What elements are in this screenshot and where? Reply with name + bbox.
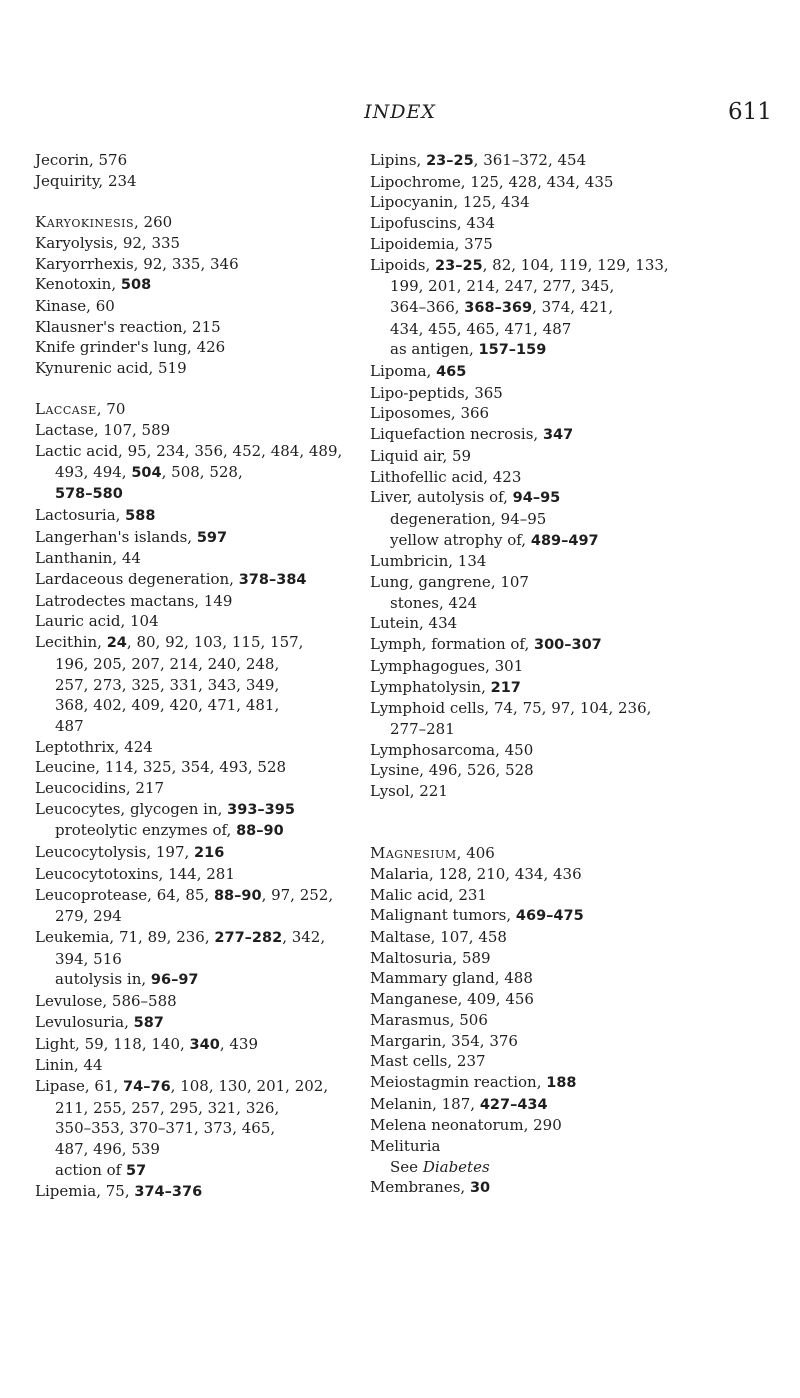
- entry-text: Lymphatolysin,: [370, 677, 491, 696]
- page-ref-bold: 588: [125, 507, 156, 524]
- index-entry: [35, 864, 365, 885]
- entry-text: 493, 494,: [55, 462, 132, 481]
- entry-text: Latrodectes mactans, 149: [35, 591, 233, 610]
- index-entry: [370, 1177, 770, 1199]
- index-entry: [35, 927, 365, 949]
- index-entry: [370, 467, 770, 488]
- index-entry: [35, 632, 365, 654]
- entry-text: Mast cells, 237: [370, 1052, 486, 1071]
- page-ref-bold: 188: [546, 1074, 577, 1091]
- entry-text: Liquid air, 59: [370, 446, 472, 465]
- index-entry: [35, 591, 365, 612]
- index-entry: [370, 1072, 770, 1094]
- page-ref-bold: 24: [106, 635, 127, 652]
- page-ref-bold: 427–434: [479, 1096, 548, 1113]
- index-entry: [35, 569, 365, 591]
- index-entry: [370, 864, 770, 885]
- entry-text: Manganese, 409, 456: [370, 990, 534, 1009]
- entry-text: , 439: [219, 1034, 258, 1053]
- index-subentry: [370, 593, 770, 614]
- entry-text: Maltosuria, 589: [370, 948, 491, 967]
- entry-text: as antigen,: [390, 340, 479, 359]
- index-entry: [370, 403, 770, 424]
- index-entry: [370, 446, 770, 467]
- entry-text: Leptothrix, 424: [35, 737, 153, 756]
- entry-text: Lactosuria,: [35, 505, 126, 524]
- index-entry: [370, 150, 770, 172]
- index-entry: [35, 611, 365, 632]
- entry-text: , 80, 92, 103, 115, 157,: [126, 633, 304, 652]
- index-entry: [35, 441, 365, 462]
- entry-text: , 108, 130, 201, 202,: [170, 1076, 329, 1095]
- index-entry: [370, 989, 770, 1010]
- index-entry: [370, 843, 770, 864]
- page-ref-bold: 340: [189, 1036, 220, 1053]
- entry-text: Light, 59, 118, 140,: [35, 1034, 190, 1053]
- entry-text: Melituria: [370, 1137, 441, 1156]
- entry-text: Klausner's reaction, 215: [35, 317, 221, 336]
- entry-text: 434, 455, 465, 471, 487: [390, 319, 572, 338]
- index-entry: [35, 420, 365, 441]
- index-subentry: [35, 716, 365, 737]
- entry-text: , 70: [96, 400, 126, 419]
- entry-text: Lysine, 496, 526, 528: [370, 761, 534, 780]
- entry-text: Malaria, 128, 210, 434, 436: [370, 864, 582, 883]
- index-entry: [370, 551, 770, 572]
- entry-text: , 361–372, 454: [473, 151, 587, 169]
- page-ref-bold: 23–25: [426, 153, 474, 169]
- index-entry: [370, 572, 770, 593]
- entry-heading-smallcaps: Magnesium: [370, 844, 457, 863]
- index-subentry: [35, 1139, 365, 1160]
- index-entry: [370, 487, 770, 509]
- index-subentry: [35, 969, 365, 991]
- entry-text: , 82, 104, 119, 129, 133,: [482, 255, 669, 274]
- entry-text: 196, 205, 207, 214, 240, 248,: [55, 654, 280, 673]
- entry-text: Lanthanin, 44: [35, 549, 141, 568]
- entry-text: Lactic acid, 95, 234, 356, 452, 484, 489,: [35, 441, 343, 460]
- index-subentry: [35, 654, 365, 675]
- entry-text: Karyorrhexis, 92, 335, 346: [35, 254, 239, 273]
- page-ref-bold: 368–369: [464, 299, 533, 316]
- index-entry: [370, 634, 770, 656]
- index-column-left: [35, 150, 365, 1203]
- index-subentry: [370, 719, 770, 740]
- entry-text: , 374, 421,: [532, 297, 614, 316]
- entry-text: Langerhan's islands,: [35, 527, 197, 546]
- index-entry: [370, 905, 770, 927]
- index-entry: [35, 296, 365, 317]
- entry-text: , 508, 528,: [161, 462, 243, 481]
- index-subentry: [35, 675, 365, 696]
- page-ref-bold: 347: [542, 427, 574, 444]
- entry-text: Linin, 44: [35, 1056, 103, 1075]
- entry-text: Lutein, 434: [370, 614, 458, 633]
- index-entry: [370, 948, 770, 969]
- index-entry: [35, 317, 365, 338]
- index-subentry: [35, 949, 365, 970]
- entry-text: Levulose, 586–588: [35, 992, 177, 1011]
- entry-text: Lipo-peptids, 365: [370, 383, 503, 402]
- entry-text: , 97, 252,: [261, 885, 334, 904]
- entry-text: Lipofuscins, 434: [370, 214, 496, 233]
- index-entry: [35, 1012, 365, 1034]
- entry-text: Levulosuria,: [35, 1012, 134, 1031]
- page-ref-bold: 465: [436, 364, 467, 381]
- page-ref-bold: 393–395: [227, 801, 295, 818]
- entry-text: Margarin, 354, 376: [370, 1031, 518, 1050]
- entry-text: Lipocyanin, 125, 434: [370, 193, 530, 212]
- entry-text: Leukemia, 71, 89, 236,: [35, 927, 215, 946]
- entry-text: See: [390, 1157, 423, 1176]
- index-entry: [370, 192, 770, 213]
- index-entry: [35, 991, 365, 1012]
- entry-text: Kynurenic acid, 519: [35, 359, 187, 378]
- index-subentry: [35, 695, 365, 716]
- entry-text: 368, 402, 409, 420, 471, 481,: [55, 696, 280, 715]
- page-ref-bold: 94–95: [512, 490, 561, 507]
- entry-text: action of: [55, 1160, 126, 1179]
- entry-text: Lithofellic acid, 423: [370, 467, 522, 486]
- index-entry: [35, 1034, 365, 1056]
- entry-text: proteolytic enzymes of,: [55, 821, 237, 840]
- page-ref-bold: 508: [120, 277, 152, 294]
- index-entry: [35, 799, 365, 821]
- page-ref-bold: 216: [194, 845, 225, 862]
- entry-text: Marasmus, 506: [370, 1010, 488, 1029]
- index-entry: [370, 1031, 770, 1052]
- index-entry: [35, 150, 365, 171]
- entry-text: Lauric acid, 104: [35, 612, 159, 631]
- page-ref-bold: 374–376: [134, 1184, 203, 1201]
- entry-text: Maltase, 107, 458: [370, 928, 507, 946]
- entry-text: Lactase, 107, 589: [35, 421, 171, 440]
- index-entry: [35, 1181, 365, 1203]
- index-entry: [370, 613, 770, 634]
- entry-text: Lipemia, 75,: [35, 1182, 135, 1201]
- index-subentry: [35, 462, 365, 484]
- index-entry: [370, 698, 770, 719]
- entry-text: 487: [55, 716, 84, 735]
- entry-text: 199, 201, 214, 247, 277, 345,: [390, 277, 615, 296]
- index-entry: [35, 337, 365, 358]
- index-entry: [35, 737, 365, 758]
- entry-text: Melanin, 187,: [370, 1094, 480, 1113]
- entry-text: 279, 294: [55, 907, 122, 926]
- page-ref-bold: 74–76: [123, 1078, 171, 1095]
- index-entry: [35, 778, 365, 799]
- entry-text: Leucine, 114, 325, 354, 493, 528: [35, 758, 287, 777]
- page-ref-bold: 88–90: [236, 823, 284, 840]
- entry-text: autolysis in,: [55, 970, 151, 989]
- index-entry: [370, 760, 770, 781]
- entry-text: Lymphagogues, 301: [370, 656, 524, 675]
- page-ref-bold: 378–384: [238, 572, 307, 589]
- index-subentry: [370, 276, 770, 297]
- index-subentry: [35, 483, 365, 505]
- entry-text: Lipoma,: [370, 362, 437, 381]
- index-subentry: [370, 1157, 770, 1178]
- entry-text: Lipins,: [370, 151, 427, 169]
- entry-text: Lipoidemia, 375: [370, 234, 493, 253]
- index-entry: [35, 548, 365, 569]
- index-subentry: [35, 820, 365, 842]
- cross-ref-italic: Diabetes: [422, 1157, 490, 1176]
- entry-text: Membranes,: [370, 1178, 470, 1197]
- index-entry: [35, 274, 365, 296]
- entry-text: Kenotoxin,: [35, 275, 121, 294]
- page-ref-bold: 57: [125, 1162, 147, 1179]
- index-entry: [370, 1115, 770, 1136]
- entry-text: , 406: [456, 844, 495, 863]
- index-subentry: [370, 530, 770, 552]
- page-ref-bold: 30: [469, 1180, 491, 1197]
- index-entry: [370, 968, 770, 989]
- entry-text: Lymphoid cells, 74, 75, 97, 104, 236,: [370, 699, 652, 718]
- page-ref-bold: 597: [196, 529, 228, 546]
- entry-text: 277–281: [390, 719, 455, 738]
- entry-text: Lipase, 61,: [35, 1076, 124, 1095]
- index-entry: [35, 212, 365, 233]
- index-entry: [35, 1055, 365, 1076]
- index-subentry: [370, 319, 770, 340]
- entry-text: Meiostagmin reaction,: [370, 1072, 547, 1091]
- running-header-title: INDEX: [364, 101, 436, 123]
- entry-text: Lysol, 221: [370, 782, 448, 801]
- entry-text: Liposomes, 366: [370, 404, 490, 423]
- index-entry: [35, 842, 365, 864]
- entry-text: Leucocytotoxins, 144, 281: [35, 864, 235, 883]
- page-ref-bold: 23–25: [435, 257, 483, 274]
- entry-heading-smallcaps: Karyokinesis: [35, 213, 135, 232]
- index-entry: [370, 1136, 770, 1157]
- index-entry: [370, 361, 770, 383]
- entry-text: 394, 516: [55, 949, 122, 968]
- index-column-right: [370, 150, 770, 1199]
- index-entry: [370, 234, 770, 255]
- entry-text: 487, 496, 539: [55, 1140, 160, 1159]
- entry-text: degeneration, 94–95: [390, 509, 547, 528]
- index-subentry: [370, 509, 770, 530]
- entry-text: Lymphosarcoma, 450: [370, 740, 534, 759]
- entry-text: Lipochrome, 125, 428, 434, 435: [370, 172, 614, 191]
- entry-text: Jecorin, 576: [35, 151, 128, 169]
- entry-heading-smallcaps: Laccase: [35, 400, 97, 419]
- entry-text: Lung, gangrene, 107: [370, 573, 529, 592]
- entry-text: Knife grinder's lung, 426: [35, 338, 226, 357]
- entry-text: Leucocidins, 217: [35, 779, 165, 798]
- index-entry: [370, 781, 770, 802]
- entry-text: Melena neonatorum, 290: [370, 1116, 562, 1135]
- page-ref-bold: 277–282: [214, 929, 283, 946]
- index-entry: [370, 656, 770, 677]
- entry-text: Leucoprotease, 64, 85,: [35, 885, 214, 904]
- entry-text: Mammary gland, 488: [370, 969, 533, 988]
- entry-text: Liquefaction necrosis,: [370, 425, 543, 444]
- entry-text: Lecithin,: [35, 633, 107, 652]
- index-entry: [35, 233, 365, 254]
- page-ref-bold: 469–475: [515, 908, 584, 925]
- entry-text: Lardaceous degeneration,: [35, 570, 239, 589]
- index-subentry: [370, 339, 770, 361]
- entry-text: Lumbricin, 134: [370, 552, 487, 571]
- page-ref-bold: 157–159: [478, 342, 547, 359]
- index-entry: [370, 255, 770, 277]
- index-entry: [35, 254, 365, 275]
- index-entry: [35, 757, 365, 778]
- entry-text: , 260: [134, 213, 173, 232]
- entry-text: Malic acid, 231: [370, 885, 487, 904]
- entry-text: Malignant tumors,: [370, 906, 516, 925]
- index-subentry: [35, 1160, 365, 1182]
- index-entry: [35, 885, 365, 907]
- entry-text: Kinase, 60: [35, 296, 115, 315]
- entry-text: Leucocytes, glycogen in,: [35, 799, 228, 818]
- index-entry: [35, 505, 365, 527]
- index-entry: [35, 358, 365, 379]
- entry-text: 364–366,: [390, 297, 465, 316]
- entry-text: Lymph, formation of,: [370, 635, 534, 654]
- entry-text: 257, 273, 325, 331, 343, 349,: [55, 675, 280, 694]
- entry-text: Leucocytolysis, 197,: [35, 843, 195, 862]
- index-entry: [370, 1010, 770, 1031]
- index-entry: [370, 885, 770, 906]
- index-subentry: [35, 1098, 365, 1119]
- entry-text: yellow atrophy of,: [390, 530, 531, 549]
- page-ref-bold: 587: [133, 1014, 164, 1031]
- entry-text: Karyolysis, 92, 335: [35, 233, 181, 252]
- page-ref-bold: 96–97: [150, 972, 199, 989]
- index-entry: [35, 527, 365, 549]
- entry-text: 211, 255, 257, 295, 321, 326,: [55, 1098, 280, 1117]
- index-entry: [370, 1094, 770, 1116]
- entry-text: , 342,: [282, 927, 326, 946]
- page-ref-bold: 217: [490, 679, 521, 696]
- entry-text: stones, 424: [390, 593, 478, 612]
- index-entry: [370, 424, 770, 446]
- index-entry: [35, 399, 365, 420]
- page-ref-bold: 88–90: [213, 887, 262, 904]
- index-entry: [370, 927, 770, 948]
- index-entry: [370, 172, 770, 193]
- index-subentry: [370, 297, 770, 319]
- index-entry: [35, 171, 365, 192]
- index-subentry: [35, 1118, 365, 1139]
- index-subentry: [35, 906, 365, 927]
- entry-text: Lipoids,: [370, 255, 436, 274]
- index-entry: [35, 1076, 365, 1098]
- page-ref-bold: 489–497: [530, 532, 599, 549]
- index-entry: [370, 213, 770, 234]
- index-entry: [370, 1051, 770, 1072]
- index-entry: [370, 740, 770, 761]
- index-entry: [370, 677, 770, 699]
- entry-text: Liver, autolysis of,: [370, 488, 513, 507]
- page-ref-bold: 578–580: [55, 486, 123, 503]
- entry-text: Jequirity, 234: [35, 171, 137, 190]
- entry-text: 350–353, 370–371, 373, 465,: [55, 1119, 276, 1138]
- page-ref-bold: 300–307: [533, 637, 602, 654]
- index-entry: [370, 383, 770, 404]
- page-ref-bold: 504: [131, 464, 162, 481]
- page-number: 611: [728, 99, 772, 125]
